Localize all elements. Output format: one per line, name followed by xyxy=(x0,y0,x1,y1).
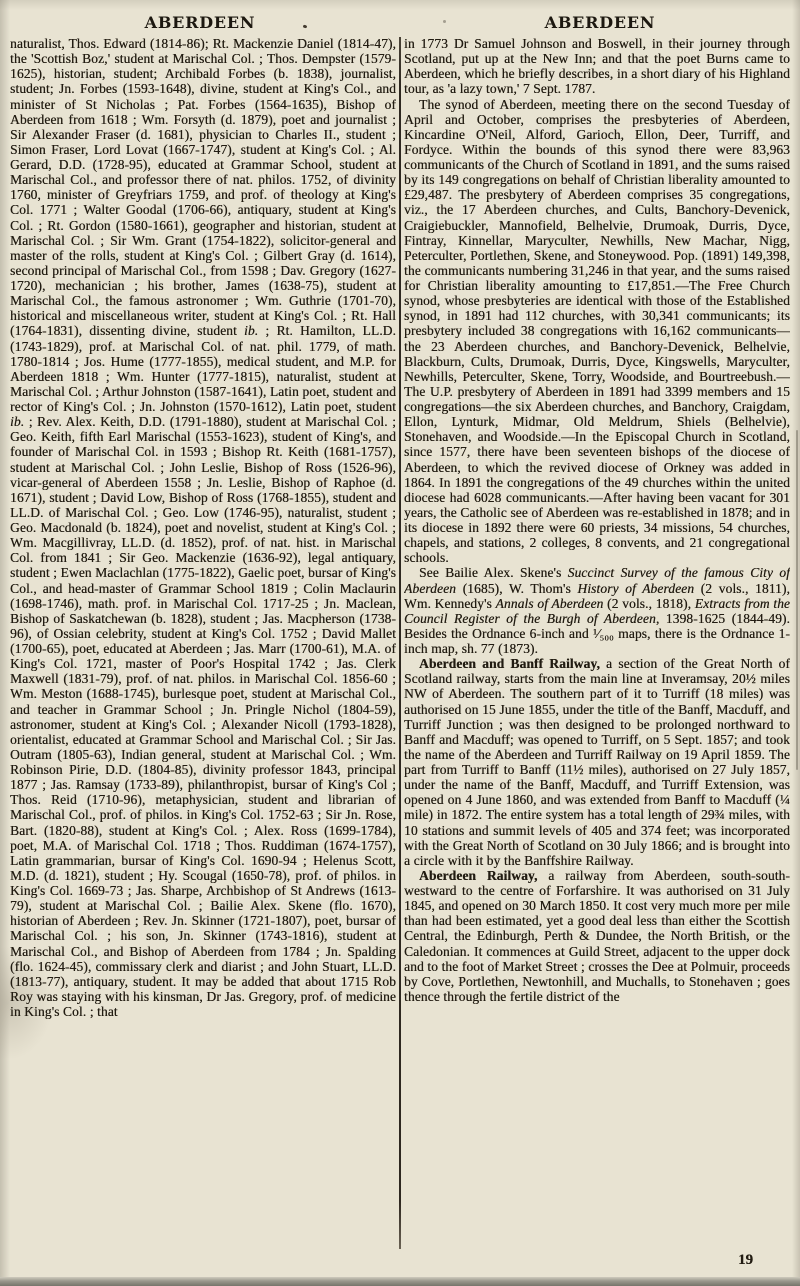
bibliography-paragraph: See Bailie Alex. Skene's Succinct Survey of the famous City of Aberdeen (1685), W. Thom's History of Aberdeen (2 vols., 1811), Wm. Kennedy's Annals of Aberdeen (2 vols., 1818), Extracts from the Council Register of the Burgh of Aberdeen, 1398-1625 (1844-49). Besides the Ordnance 6-inch and ¹⁄₅₀₀ maps, there is the Ordnance 1-inch map, sh. 77 (1873). xyxy=(404,565,790,656)
ink-speck xyxy=(443,20,446,23)
right-column xyxy=(404,36,790,1250)
running-head-row xyxy=(0,0,800,32)
synod-of-aberdeen-paragraph: The synod of Aberdeen, meeting there on the second Tuesday of April and October, comprises the presbyteries of Aberdeen, Kincardine O'Neil, Alford, Garioch, Ellon, Deer, Turriff, and Fordyce. Within the bounds of this synod there were 83,963 communicants of the Church of Scotland in 1891, and the sums raised by its 149 congregations on behalf of Christian liberality amounted to £29,487. The presbytery of Aberdeen comprises 35 congregations, viz., the 17 Aberdeen churches, and Cults, Banchory-Devenick, Craigiebuckler, Mannofield, Belhelvie, Drumoak, Durris, Dyce, Fintray, Kinnellar, Maryculter, Newhills, New Machar, Nigg, Peterculter, Portlethen, Skene, and Stoneywood. Pop. (1891) 149,398, the communicants numbering 31,246 in that year, and the sums raised for Christian liberality amounting to £17,851.—The Free Church synod, whose presbyteries are identical with those of the Established synod, in 1891 had 112 churches, with 30,341 communicants; its presbytery included 38 congregations with 16,162 communicants—the 23 Aberdeen churches, and Banchory-Devenick, Belhelvie, Blackburn, Cults, Drumoak, Durris, Dyce, Kingswells, Maryculter, Newhills, Peterculter, Skene, Torry, Woodside, and Bourtreebush.—The U.P. presbytery of Aberdeen in 1891 had 3399 members and 15 congregations—the six Aberdeen churches, and Banchory, Craigdam, Ellon, Lynturk, Midmar, Old Meldrum, Shiels (Belhelvie), Stonehaven, and Woodside.—In the Episcopal Church in Scotland, since 1577, there have been seventeen bishops of the diocese of Aberdeen, to which the revived diocese of Orkney was added in 1864. In 1891 the congregations of the 49 churches within the united diocese had 6028 communicants.—After having been vacant for 301 years, the Catholic see of Aberdeen was re-established in 1878; and in its diocese in 1892 there were 60 priests, 34 missions, 54 churches, chapels, and stations, 2 colleges, 8 convents, and 21 congregational schools. xyxy=(404,96,790,566)
page-number: 19 xyxy=(738,1252,753,1268)
text-columns xyxy=(0,32,800,1250)
johnson-boswell-paragraph: in 1773 Dr Samuel Johnson and Boswell, in their journey through Scotland, put up at the New Inn; and that the poet Burns came to Aberdeen, which he briefly describes, in a short diary of his Highland tour, as 'a lazy town,' 7 Sept. 1787. xyxy=(404,36,790,97)
running-head-right: ABERDEEN xyxy=(544,13,656,32)
left-column xyxy=(10,36,396,1250)
aberdeen-railway-paragraph: Aberdeen Railway, a railway from Aberdeen, south-south-westward to the centre of Forfarshire. It was authorised on 31 July 1845, and opened on 30 March 1850. It cost very much more per mile than had been estimated, yet a good deal less than either the Scottish Central, the Edinburgh, Perth & Dundee, the North British, or the Caledonian. It commences at Guild Street, adjacent to the upper dock and to the foot of Market Street ; crosses the Dee at Polmuir, proceeds by Cove, Portlethen, Newtonhill, and Muchalls, to Stonehaven ; goes thence through the fertile district of the xyxy=(404,867,790,1004)
column-divider-rule xyxy=(399,37,401,1249)
aberdeen-and-banff-railway-paragraph: Aberdeen and Banff Railway, a section of the Great North of Scotland railway, starts from the main line at Inveramsay, 20½ miles NW of Aberdeen. The southern part of it to Turriff (18 miles) was authorised on 15 June 1855, under the title of the Banff, Macduff, and Turriff Junction ; was then designed to be prolonged northward to Banff and Macduff; was opened to Turriff, on 5 Sept. 1857; and took the name of the Aberdeen and Turriff Railway on 19 April 1859. The part from Turriff to Banff (11½ miles), authorised on 27 July 1857, under the name of the Banff, Macduff, and Turriff Extension, was opened on 4 June 1860, and was extended from Banff to Macduff (¼ mile) in 1872. The entire system has a total length of 29¾ miles, with 10 stations and summit levels of 405 and 374 feet; was incorporated with the Great North of Scotland on 30 July 1866; and is brought into a circle with it by the Banffshire Railway. xyxy=(404,656,790,868)
page-bottom-edge xyxy=(0,1277,800,1286)
running-head-left: ABERDEEN xyxy=(144,13,256,32)
aberdeen-notables-paragraph: naturalist, Thos. Edward (1814-86); Rt. Mackenzie Daniel (1814-47), the 'Scottish Boz,' student at Marischal Col. ; Thos. Dempster (1579-1625), historian, student; Archibald Forbes (b. 1838), journalist, student; Jn. Forbes (1593-1648), divine, student at King's Col., and minister of St Nicholas ; Pat. Forbes (1564-1635), Bishop of Aberdeen from 1618 ; Wm. Forsyth (d. 1879), poet and journalist ; Sir Alexander Fraser (d. 1681), physician to Charles II., student ; Simon Fraser, Lord Lovat (1667-1747), student at King's Col. ; Al. Gerard, D.D. (1728-95), educated at Grammar School, student at Marischal Col., and professor there of nat. philos. 1752, of divinity 1760, minister of Greyfriars 1759, and prof. of theology at King's Col. 1771 ; Walter Goodal (1706-66), antiquary, student at King's Col. ; Rt. Gordon (1580-1661), geographer and historian, student at Marischal Col. ; Sir Wm. Grant (1754-1822), solicitor-general and master of the rolls, student at King's Col. ; Gilbert Gray (d. 1614), second principal of Marischal Col., from 1598 ; Dav. Gregory (1627-1720), mechanician ; his brother, James (1638-75), student at Marischal Col., the famous astronomer ; Wm. Guthrie (1701-70), historical and miscellaneous writer, student at King's Col. ; Rt. Hall (1764-1831), dissenting divine, student ib. ; Rt. Hamilton, LL.D. (1743-1829), prof. at Marischal Col. of nat. phil. 1779, of math. 1780-1814 ; Jos. Hume (1777-1855), medical student, and M.P. for Aberdeen 1818 ; Wm. Hunter (1777-1815), naturalist, student at Marischal Col. ; Arthur Johnston (1587-1641), Latin poet, student and rector of King's Col. ; Jn. Johnston (1570-1612), Latin poet, student ib. ; Rev. Alex. Keith, D.D. (1791-1880), student at Marischal Col. ; Geo. Keith, fifth Earl Marischal (1553-1623), student of King's, and founder of Marischal Col. in 1593 ; Bishop Rt. Keith (1681-1757), student at Marischal Col. ; John Leslie, Bishop of Ross (1526-96), vicar-general of Aberdeen 1558 ; Jn. Leslie, Bishop of Raphoe (d. 1671), student ; David Low, Bishop of Ross (1768-1855), student and LL.D. of Marischal Col. ; Geo. Low (1746-95), naturalist, student ; Geo. Macdonald (b. 1824), poet and novelist, student at King's Col. ; Wm. Macgillivray, LL.D. (d. 1852), prof. of nat. hist. in Marischal Col. from 1841 ; Sir Geo. Mackenzie (1636-92), legal antiquary, student ; Ewen Maclachlan (1775-1822), Gaelic poet, bursar of King's Col., and head-master of Grammar School 1819 ; Colin Maclaurin (1698-1746), math. prof. in Marischal Col. 1717-25 ; Jn. Maclean, Bishop of Saskatchewan (b. 1828), student ; Jas. Macpherson (1738-96), of Ossian celebrity, student at King's Col. 1752 ; David Mallet (1700-65), poet, educated at Aberdeen ; Jas. Marr (1700-61), M.A. of King's Col. 1721, master of Poor's Hospital 1742 ; Jas. Clerk Maxwell (1831-79), prof. of nat. philos. in Marischal Col. 1856-60 ; Wm. Meston (1688-1745), burlesque poet, student at Marischal Col., and teacher in Grammar School ; Jn. Pringle Nichol (1804-59), astronomer, student at King's Col. ; Alexander Nicoll (1793-1828), orientalist, educated at Grammar School and Marischal Col. ; Sir Jas. Outram (1805-63), Indian general, student at Marischal Col. ; Wm. Robinson Pirie, D.D. (1804-85), divinity professor 1843, principal 1877 ; Jas. Ramsay (1733-89), philanthropist, bursar of King's Col ; Thos. Reid (1710-96), metaphysician, student and librarian of Marischal Col., prof. of philos. in King's Col. 1752-63 ; Sir Jn. Rose, Bart. (1820-88), student at King's Col. ; Alex. Ross (1699-1784), poet, M.A. of Marischal Col. 1718 ; Thos. Ruddiman (1674-1757), Latin grammarian, bursar of King's Col. 1690-94 ; Helenus Scott, M.D. (d. 1821), student ; Hy. Scougal (1650-78), prof. of philos. in King's Col. 1669-73 ; Jas. Sharpe, Archbishop of St Andrews (1613-79), student at Marischal Col. ; Bailie Alex. Skene (flo. 1670), historian of Aberdeen ; Rev. Jn. Skinner (1721-1807), poet, bursar of Marischal Col. ; his son, Jn. Skinner (1743-1816), student at Marischal Col., and Bishop of Aberdeen from 1784 ; Jn. Spalding (flo. 1624-45), commissary clerk and diarist ; and John Stuart, LL.D. (1813-77), antiquary, student. It may be added that about 1715 Rob Roy was staying with his kinsman, Dr Jas. Gregory, prof. of medicine in King's Col. ; that xyxy=(10,36,396,1019)
page-edge-shadow xyxy=(796,430,798,770)
